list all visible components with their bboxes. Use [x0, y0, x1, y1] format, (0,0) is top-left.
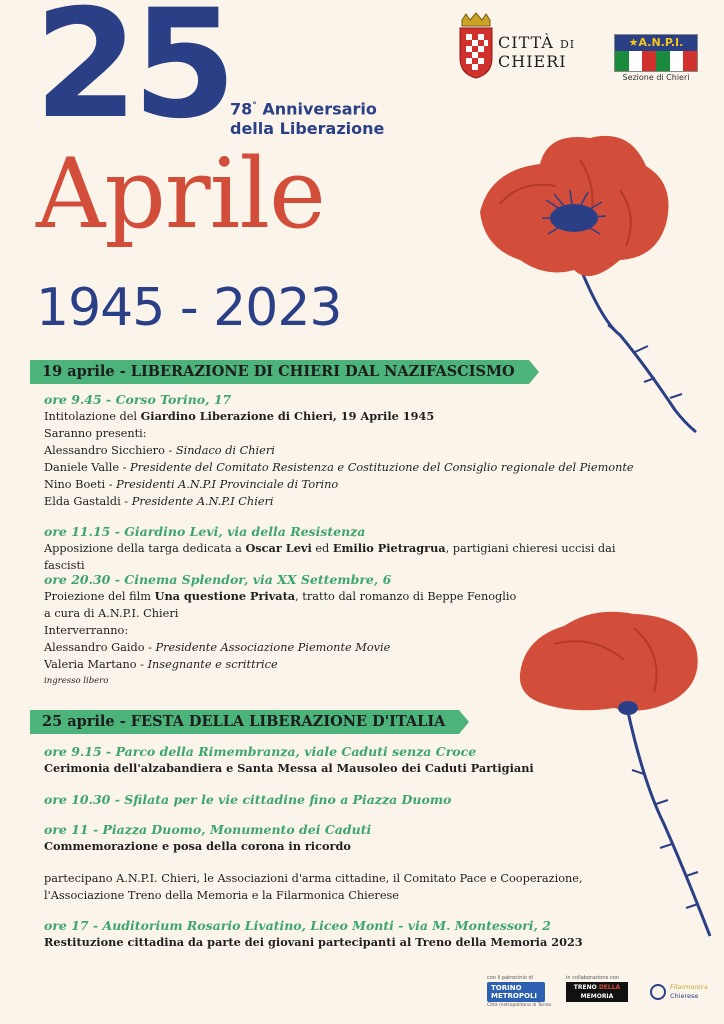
month-title: Aprile	[36, 138, 325, 250]
years-range: 1945 - 2023	[36, 278, 342, 338]
patronage-label: con il patrocinio di	[487, 975, 534, 981]
anniversary-number: 78	[230, 99, 253, 119]
anpi-logo	[614, 34, 698, 72]
treno-memoria-logo: TRENO DELLA MEMORIA	[566, 982, 628, 1002]
speaker: Alessandro Gaido - Presidente Associazione Piemonte Movie	[44, 641, 391, 654]
event-heading: ore 11 - Piazza Duomo, Monumento dei Caduti	[44, 822, 372, 837]
event-heading: ore 17 - Auditorium Rosario Livatino, Liceo Monti - via M. Montessori, 2	[44, 918, 551, 933]
event-desc: Proiezione del film Una questione Privata, tratto dal romanzo di Beppe Fenoglio	[44, 589, 517, 603]
presenter: Nino Boeti - Presidenti A.N.P.I Provinciale di Torino	[44, 478, 339, 491]
anniversary-degree: °	[252, 101, 257, 111]
event-1945-corso-torino	[44, 392, 644, 510]
speaker: Valeria Martano - Insegnante e scrittrice	[44, 658, 278, 671]
city-di: DI	[559, 38, 576, 51]
torino-metropoli-logo: TORINO METROPOLI	[487, 982, 545, 1002]
event-desc: Cerimonia dell'alzabandiera e Santa Messa al Mausoleo dei Caduti Partigiani	[44, 761, 534, 775]
event-heading: ore 9.45 - Corso Torino, 17	[44, 392, 232, 407]
participants-line: partecipano A.N.P.I. Chieri, le Associazioni d'arma cittadine, il Comitato Pace e Cooperazione,	[44, 872, 583, 885]
presenter: Alessandro Sicchiero - Sindaco di Chieri	[44, 444, 275, 457]
event-organizer: a cura di A.N.P.I. Chieri	[44, 607, 179, 620]
event-speakers-label: Interverranno:	[44, 624, 129, 637]
event-heading: ore 11.15 - Giardino Levi, via della Resistenza	[44, 524, 366, 539]
event-cinema-splendor	[44, 572, 564, 690]
event-desc: Intitolazione del Giardino Liberazione di Chieri, 19 Aprile 1945	[44, 409, 435, 423]
event-desc: Restituzione cittadina da parte dei giovani partecipanti al Treno della Memoria 2023	[44, 935, 583, 949]
event-parco-rimembranza	[44, 744, 604, 777]
poppy-flower-icon	[470, 120, 710, 435]
city-word: CITTÀ	[498, 33, 554, 52]
event-piazza-duomo	[44, 822, 604, 855]
event-heading: ore 20.30 - Cinema Splendor, via XX Settembre, 6	[44, 572, 392, 587]
torino-sub-label: Città metropolitana di Torino	[487, 1003, 552, 1008]
participants-line: l'Associazione Treno della Memoria e la Filarmonica Chierese	[44, 889, 399, 902]
event-heading: ore 9.15 - Parco della Rimembranza, viale Caduti senza Croce	[44, 744, 477, 759]
chieri-coat-of-arms-icon	[456, 12, 496, 80]
event-heading: ore 10.30 - Sfilata per le vie cittadine fino a Piazza Duomo	[44, 792, 452, 807]
participants-note	[44, 870, 624, 904]
filarmonica-logo: Filarmonica Chierese	[670, 983, 708, 1000]
anpi-flag	[615, 51, 697, 71]
free-entry-note: ingresso libero	[44, 676, 109, 686]
event-auditorium	[44, 918, 644, 951]
event-giardino-levi	[44, 524, 644, 574]
anniversary-label	[230, 96, 384, 139]
day-number: 25	[34, 0, 231, 152]
anpi-name: ★A.N.P.I.	[615, 35, 697, 51]
event-presenters-label: Saranno presenti:	[44, 427, 147, 440]
presenter: Elda Gastaldi - Presidente A.N.P.I Chieri	[44, 495, 274, 508]
section-band-19-aprile: 19 aprile - LIBERAZIONE DI CHIERI DAL NAZIFASCISMO	[30, 360, 529, 384]
anpi-section-label: Sezione di Chieri	[622, 73, 690, 82]
anniversary-subtitle: della Liberazione	[230, 119, 385, 139]
event-desc: Apposizione della targa dedicata a Oscar Levi ed Emilio Pietragrua, partigiani chieresi uccisi dai fascisti	[44, 541, 616, 572]
event-desc: Commemorazione e posa della corona in ricordo	[44, 839, 351, 853]
section-band-25-aprile: 25 aprile - FESTA DELLA LIBERAZIONE D'ITALIA	[30, 710, 459, 734]
city-name: CHIERI	[498, 52, 567, 71]
anniversary-word: Anniversario	[262, 99, 377, 119]
event-sfilata	[44, 792, 604, 808]
presenter: Daniele Valle - Presidente del Comitato Resistenza e Costituzione del Consiglio regionale del Piemonte	[44, 461, 634, 474]
chieri-logo-text	[498, 34, 575, 70]
filarmonica-icon	[650, 984, 666, 1000]
collaboration-label: in collaborazione con	[566, 975, 620, 981]
